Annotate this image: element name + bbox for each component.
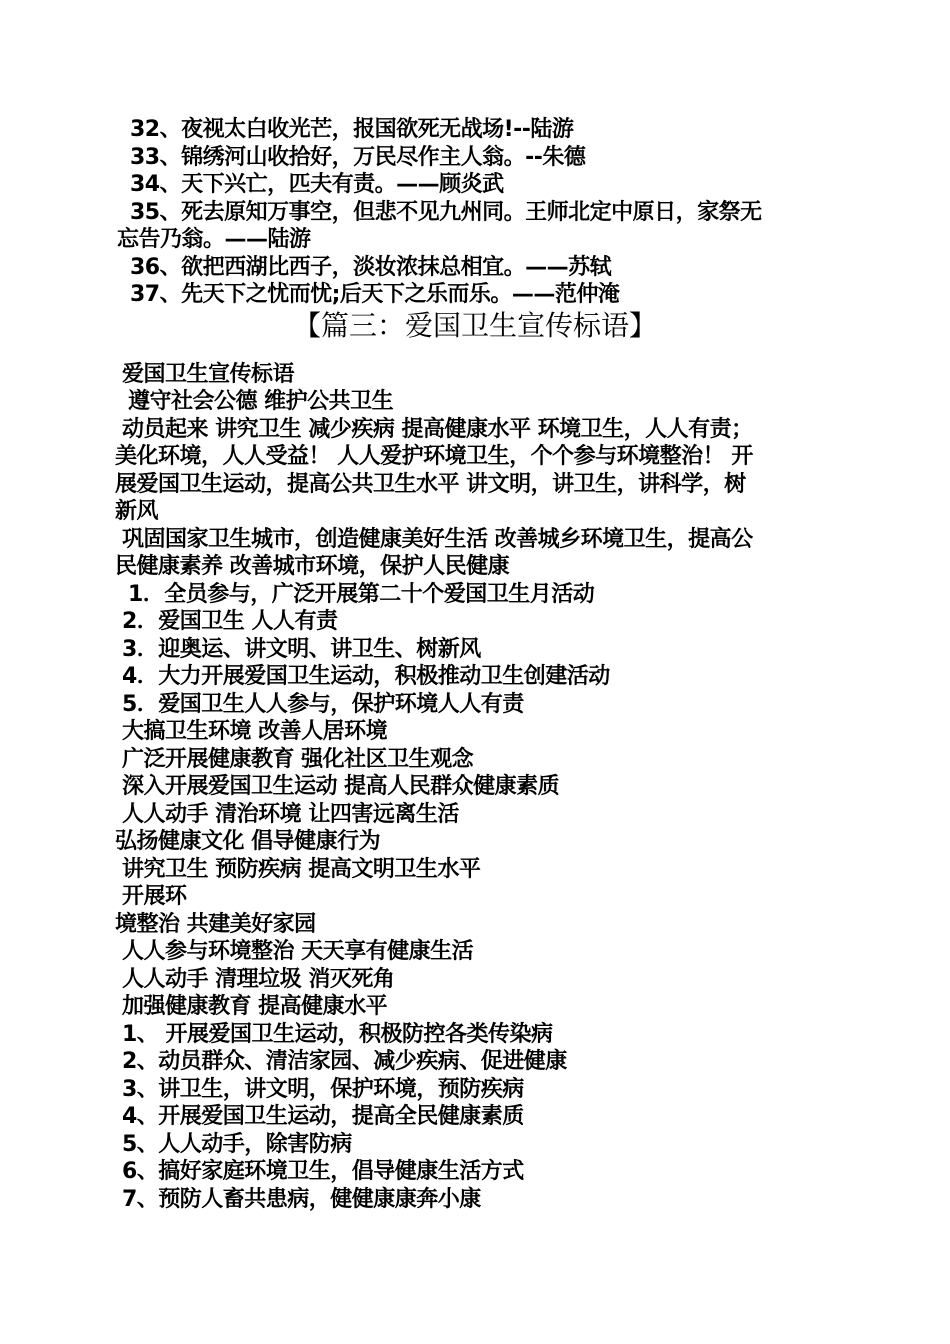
slogan-line: 广泛开展健康教育 强化社区卫生观念 <box>122 747 474 772</box>
body-line: 爱国卫生宣传标语 <box>122 362 295 387</box>
numbered-slogan: 3、讲卫生，讲文明，保护环境，预防疾病 <box>122 1077 524 1102</box>
slogan-line: 开展环 <box>122 884 187 909</box>
numbered-slogan: 2、动员群众、清洁家园、减少疾病、促进健康 <box>122 1049 567 1074</box>
quote-line-36: 36、欲把西湖比西子，淡妆浓抹总相宜。——苏轼 <box>130 255 612 280</box>
numbered-slogan: 7、预防人畜共患病，健健康康奔小康 <box>122 1187 481 1212</box>
quote-line-35: 35、死去原知万事空，但悲不见九州同。王师北定中原日，家祭无 <box>130 200 762 225</box>
slogan-line: 境整治 共建美好家园 <box>115 912 316 937</box>
slogan-line: 弘扬健康文化 倡导健康行为 <box>115 829 381 854</box>
slogan-line: 深入开展爱国卫生运动 提高人民群众健康素质 <box>122 774 560 799</box>
list-item: 2．爱国卫生 人人有责 <box>122 609 338 634</box>
numbered-slogan: 1、 开展爱国卫生运动，积极防控各类传染病 <box>122 1022 553 1047</box>
quote-line-33: 33、锦绣河山收拾好，万民尽作主人翁。--朱德 <box>130 145 586 170</box>
body-line: 遵守社会公德 维护公共卫生 <box>128 389 394 414</box>
slogan-line: 人人参与环境整治 天天享有健康生活 <box>122 939 474 964</box>
section-heading: 【篇三：爱国卫生宣传标语】 <box>292 309 657 342</box>
body-line: 动员起来 讲究卫生 减少疾病 提高健康水平 环境卫生，人人有责； <box>122 417 753 442</box>
body-line: 美化环境，人人受益！ 人人爱护环境卫生，个个参与环境整治！ 开 <box>115 444 753 469</box>
quote-line-32: 32、夜视太白收光芒，报国欲死无战场!--陆游 <box>130 117 574 142</box>
list-item: 1．全员参与，广泛开展第二十个爱国卫生月活动 <box>128 582 595 607</box>
quote-line-34: 34、天下兴亡，匹夫有责。——顾炎武 <box>130 172 504 197</box>
slogan-line: 大搞卫生环境 改善人居环境 <box>122 719 388 744</box>
numbered-slogan: 6、搞好家庭环境卫生，倡导健康生活方式 <box>122 1159 524 1184</box>
list-item: 5．爱国卫生人人参与，保护环境人人有责 <box>122 692 524 717</box>
body-line: 巩固国家卫生城市，创造健康美好生活 改善城乡环境卫生，提高公 <box>122 527 753 552</box>
slogan-line: 讲究卫生 预防疾病 提高文明卫生水平 <box>122 857 481 882</box>
quote-line-35-continued: 忘告乃翁。——陆游 <box>117 227 311 252</box>
numbered-slogan: 4、开展爱国卫生运动，提高全民健康素质 <box>122 1104 524 1129</box>
slogan-line: 加强健康教育 提高健康水平 <box>122 994 388 1019</box>
quote-line-37: 37、先天下之忧而忧;后天下之乐而乐。——范仲淹 <box>130 282 620 307</box>
body-line: 展爱国卫生运动，提高公共卫生水平 讲文明，讲卫生，讲科学，树 <box>115 472 746 497</box>
slogan-line: 人人动手 清理垃圾 消灭死角 <box>122 967 395 992</box>
body-line: 新风 <box>115 499 159 524</box>
body-line: 民健康素养 改善城市环境，保护人民健康 <box>115 554 510 579</box>
slogan-line: 人人动手 清治环境 让四害远离生活 <box>122 802 459 827</box>
list-item: 3．迎奥运、讲文明、讲卫生、树新风 <box>122 637 481 662</box>
numbered-slogan: 5、人人动手，除害防病 <box>122 1132 352 1157</box>
list-item: 4．大力开展爱国卫生运动，积极推动卫生创建活动 <box>122 664 610 689</box>
